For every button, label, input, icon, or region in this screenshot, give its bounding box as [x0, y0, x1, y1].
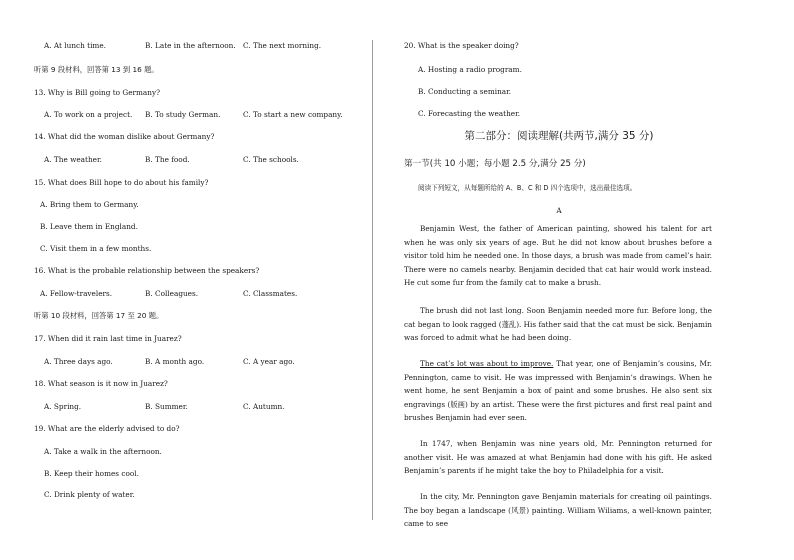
q13-option-c: C. To start a new company. — [243, 110, 343, 119]
q16-option-a: A. Fellow-travelers. — [40, 289, 113, 298]
q13-option-a: A. To work on a project. — [44, 110, 133, 119]
section-9-heading: 听第 9 段材料，回答第 13 到 16 题。 — [34, 65, 159, 74]
question-16: 16. What is the probable relationship between the speakers? — [34, 266, 260, 275]
q12-option-b: B. Late in the afternoon. — [145, 41, 236, 50]
passage-paragraph-3 — [404, 357, 712, 425]
passage-paragraph-2 — [404, 304, 712, 345]
question-18: 18. What season is it now in Juarez? — [34, 379, 168, 388]
q16-option-c: C. Classmates. — [243, 289, 298, 298]
q14-option-a: A. The weather. — [44, 155, 102, 164]
question-20: 20. What is the speaker doing? — [404, 41, 519, 50]
paragraph-5-text: In the city, Mr. Pennington gave Benjamin materials for creating oil paintings. The boy began a landscape (风景) painting. William Wiliams, a well-known painter, came to see — [404, 492, 712, 529]
passage-paragraph-5 — [404, 490, 712, 531]
section-10-heading: 听第 10 段材料，回答第 17 至 20 题。 — [34, 311, 164, 320]
question-17: 17. When did it rain last time in Juarez? — [34, 334, 182, 343]
q19-option-c: C. Drink plenty of water. — [44, 490, 135, 499]
q12-option-c: C. The next morning. — [243, 41, 322, 50]
q18-option-c: C. Autumn. — [243, 402, 285, 411]
q17-option-a: A. Three days ago. — [44, 357, 113, 366]
q14-option-c: C. The schools. — [243, 155, 299, 164]
paragraph-4-text: In 1747, when Benjamin was nine years old, Mr. Pennington returned for another visit. He was amazed at what Benjamin had done with his gift. He asked Benjamin’s parents if he might take the boy to Philadelphia for a visit. — [404, 439, 712, 476]
question-19: 19. What are the elderly advised to do? — [34, 424, 180, 433]
q14-option-b: B. The food. — [145, 155, 190, 164]
question-14: 14. What did the woman dislike about Germany? — [34, 132, 215, 141]
q18-option-a: A. Spring. — [44, 402, 82, 411]
column-divider — [372, 40, 373, 520]
q16-option-b: B. Colleagues. — [145, 289, 199, 298]
underlined-sentence: The cat’s lot was about to improve. — [420, 359, 554, 368]
q18-option-b: B. Summer. — [145, 402, 188, 411]
passage-letter: A — [556, 206, 562, 215]
reading-instruction: 阅读下列短文，从每题所给的 A、B、C 和 D 四个选项中，选出最佳选项。 — [418, 184, 637, 192]
q17-option-c: C. A year ago. — [243, 357, 295, 366]
q12-option-a: A. At lunch time. — [44, 41, 106, 50]
q19-option-a: A. Take a walk in the afternoon. — [44, 447, 162, 456]
paragraph-2-text: The brush did not last long. Soon Benjamin needed more fur. Before long, the cat began to look ragged (蓬乱). His father said that the cat must be sick. Benjamin was forced to admit what he had been doing. — [404, 306, 712, 343]
passage-paragraph-1 — [404, 222, 712, 290]
passage-paragraph-4 — [404, 437, 712, 478]
q20-option-a: A. Hosting a radio program. — [418, 65, 522, 74]
paragraph-1-text: Benjamin West, the father of American painting, showed his talent for art when he was only six years of age. But he did not know about brushes before a visitor told him he needed one. In those days, a brush was made from camel’s hair. There were no camels nearby. Benjamin decided that cat hair would work instead. He cut some fur from the family cat to make a brush. — [404, 224, 712, 288]
part-two-title: 第二部分：阅读理解(共两节,满分 35 分) — [464, 130, 654, 142]
question-15: 15. What does Bill hope to do about his family? — [34, 178, 209, 187]
q20-option-b: B. Conducting a seminar. — [418, 87, 512, 96]
q20-option-c: C. Forecasting the weather. — [418, 109, 521, 118]
left-column — [0, 0, 372, 560]
question-13: 13. Why is Bill going to Germany? — [34, 88, 161, 97]
q15-option-c: C. Visit them in a few months. — [40, 244, 152, 253]
q17-option-b: B. A month ago. — [145, 357, 205, 366]
q15-option-a: A. Bring them to Germany. — [40, 200, 139, 209]
q15-option-b: B. Leave them in England. — [40, 222, 138, 231]
q19-option-b: B. Keep their homes cool. — [44, 469, 139, 478]
paragraph-3-text: That year, one of Benjamin’s cousins, Mr. Pennington, came to visit. He was impressed with Benjamin’s drawings. When he went home, he sent Benjamin a box of paint and some brushes. He also sent six engravings (版画) by an artist. These were the first pictures and first real paint and brushes Benjamin had ever seen. — [404, 359, 712, 423]
q13-option-b: B. To study German. — [145, 110, 221, 119]
section-one-title: 第一节(共 10 小题；每小题 2.5 分,满分 25 分) — [404, 159, 586, 169]
